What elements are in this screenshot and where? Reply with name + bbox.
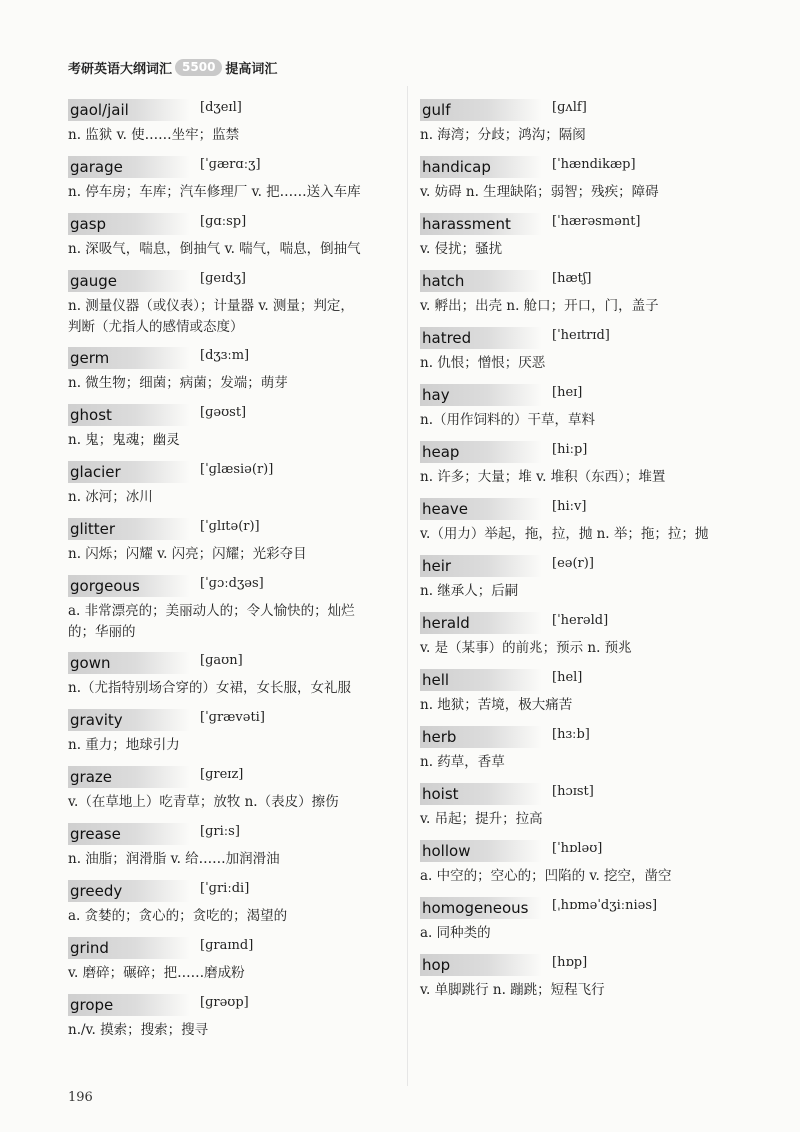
phonetic: [ˈɡlɪtə(r)] bbox=[200, 519, 260, 534]
entry-headline bbox=[420, 896, 760, 920]
headword: garage bbox=[68, 156, 190, 178]
headword: heap bbox=[420, 441, 542, 463]
entry-headline bbox=[420, 497, 760, 521]
entry-headline bbox=[420, 725, 760, 749]
entry-headline bbox=[420, 383, 760, 407]
phonetic: [hætʃ] bbox=[552, 271, 592, 286]
vocab-entry bbox=[420, 953, 760, 1001]
headword: hollow bbox=[420, 840, 542, 862]
phonetic: [hɔɪst] bbox=[552, 784, 594, 799]
vocab-entry bbox=[420, 212, 760, 260]
entry-headline bbox=[68, 993, 408, 1017]
definition-line: n. 许多；大量；堆 v. 堆积（东西）；堆置 bbox=[420, 469, 666, 485]
headword: grind bbox=[68, 937, 190, 959]
phonetic: [ˈɡlæsiə(r)] bbox=[200, 462, 274, 477]
definition-line: a. 非常漂亮的；美丽动人的；令人愉快的；灿烂 bbox=[68, 603, 355, 619]
entry-headline bbox=[68, 936, 408, 960]
definition-line: n. 重力；地球引力 bbox=[68, 737, 180, 753]
vocab-entry bbox=[68, 574, 408, 643]
definition-line: n. 停车房；车库；汽车修理厂 v. 把……送入车库 bbox=[68, 184, 361, 200]
vocab-entry bbox=[68, 993, 408, 1041]
vocab-entry bbox=[420, 896, 760, 944]
definition-line: v. 吊起；提升；拉高 bbox=[420, 811, 543, 827]
entry-headline bbox=[420, 611, 760, 635]
headword: grope bbox=[68, 994, 190, 1016]
vocab-entry bbox=[68, 98, 408, 146]
entry-headline bbox=[420, 953, 760, 977]
phonetic: [ɡraɪnd] bbox=[200, 938, 254, 953]
definition-line: 判断（尤指人的感情或态度） bbox=[68, 319, 244, 335]
phonetic: [ɡriːs] bbox=[200, 824, 240, 839]
phonetic: [ɡrəʊp] bbox=[200, 995, 249, 1010]
definition-line: v. 磨碎；碾碎；把……磨成粉 bbox=[68, 965, 245, 981]
header-title-suffix: 提高词汇 bbox=[225, 62, 278, 77]
headword: glitter bbox=[68, 518, 190, 540]
headword: hell bbox=[420, 669, 542, 691]
vocab-entry bbox=[68, 517, 408, 565]
entry-headline bbox=[420, 782, 760, 806]
headword: harassment bbox=[420, 213, 542, 235]
phonetic: [ɡʌlf] bbox=[552, 100, 587, 115]
headword: heir bbox=[420, 555, 542, 577]
vocab-entry bbox=[420, 611, 760, 659]
entry-headline bbox=[68, 98, 408, 122]
definition-line: n. 继承人；后嗣 bbox=[420, 583, 519, 599]
vocab-entry bbox=[420, 668, 760, 716]
vocab-entry bbox=[68, 346, 408, 394]
headword: herald bbox=[420, 612, 542, 634]
entry-headline bbox=[420, 440, 760, 464]
definition-line: n. 冰河；冰川 bbox=[68, 489, 153, 505]
headword: gauge bbox=[68, 270, 190, 292]
phonetic: [ˈɡærɑːʒ] bbox=[200, 157, 261, 172]
vocab-entry bbox=[420, 782, 760, 830]
phonetic: [ˈheɪtrɪd] bbox=[552, 328, 610, 343]
definition-line: a. 中空的；空心的；凹陷的 v. 挖空，凿空 bbox=[420, 868, 672, 884]
phonetic: [ˈhɒləʊ] bbox=[552, 841, 603, 856]
phonetic: [dʒeɪl] bbox=[200, 100, 242, 115]
headword: glacier bbox=[68, 461, 190, 483]
phonetic: [ˈɡrævəti] bbox=[200, 710, 265, 725]
headword: gulf bbox=[420, 99, 542, 121]
phonetic: [hel] bbox=[552, 670, 583, 685]
entry-headline bbox=[68, 822, 408, 846]
headword: gravity bbox=[68, 709, 190, 731]
left-column bbox=[68, 98, 408, 1050]
entry-headline bbox=[68, 460, 408, 484]
definition-line: v. 是（某事）的前兆；预示 n. 预兆 bbox=[420, 640, 632, 656]
header-title-prefix: 考研英语大纲词汇 bbox=[68, 62, 173, 77]
vocab-entry bbox=[68, 879, 408, 927]
entry-headline bbox=[68, 574, 408, 598]
headword: graze bbox=[68, 766, 190, 788]
vocab-entry bbox=[420, 155, 760, 203]
entry-headline bbox=[420, 98, 760, 122]
right-column bbox=[420, 98, 760, 1010]
definition-line: n. 深吸气，喘息，倒抽气 v. 喘气，喘息，倒抽气 bbox=[68, 241, 361, 257]
definition-line: n. 海湾；分歧；鸿沟；隔阂 bbox=[420, 127, 586, 143]
vocab-entry bbox=[420, 440, 760, 488]
entry-headline bbox=[68, 651, 408, 675]
entry-headline bbox=[420, 839, 760, 863]
entry-headline bbox=[420, 554, 760, 578]
header-badge: 5500 bbox=[175, 59, 222, 76]
vocab-entry bbox=[68, 765, 408, 813]
definition-line: n. 闪烁；闪耀 v. 闪亮；闪耀；光彩夺目 bbox=[68, 546, 307, 562]
phonetic: [hɒp] bbox=[552, 955, 588, 970]
headword: hop bbox=[420, 954, 542, 976]
definition-line: v. 孵出；出壳 n. 舱口；开口，门，盖子 bbox=[420, 298, 659, 314]
headword: hatred bbox=[420, 327, 542, 349]
entry-headline bbox=[420, 668, 760, 692]
page-number: 196 bbox=[68, 1090, 93, 1105]
definition-line: v. 单脚跳行 n. 蹦跳；短程飞行 bbox=[420, 982, 605, 998]
phonetic: [hiːv] bbox=[552, 499, 587, 514]
headword: gaol/jail bbox=[68, 99, 190, 121]
definition-line: n.（用作饲料的）干草，草料 bbox=[420, 412, 595, 428]
headword: grease bbox=[68, 823, 190, 845]
vocab-entry bbox=[68, 708, 408, 756]
entry-headline bbox=[420, 269, 760, 293]
phonetic: [ɡreɪz] bbox=[200, 767, 244, 782]
headword: gasp bbox=[68, 213, 190, 235]
definition-line: v.（在草地上）吃青草；放牧 n.（表皮）擦伤 bbox=[68, 794, 339, 810]
phonetic: [ɡəʊst] bbox=[200, 405, 247, 420]
entry-headline bbox=[68, 879, 408, 903]
page-header bbox=[68, 58, 277, 77]
headword: handicap bbox=[420, 156, 542, 178]
headword: herb bbox=[420, 726, 542, 748]
vocab-entry bbox=[68, 822, 408, 870]
headword: greedy bbox=[68, 880, 190, 902]
vocab-entry bbox=[68, 212, 408, 260]
phonetic: [ɡeɪdʒ] bbox=[200, 271, 246, 286]
entry-headline bbox=[68, 765, 408, 789]
phonetic: [ˈhærəsmənt] bbox=[552, 214, 641, 229]
phonetic: [dʒɜːm] bbox=[200, 348, 250, 363]
entry-headline bbox=[68, 155, 408, 179]
definition-line: v. 妨碍 n. 生理缺陷；弱智；残疾；障碍 bbox=[420, 184, 659, 200]
definition-line: n.（尤指特别场合穿的）女裙，女长服，女礼服 bbox=[68, 680, 351, 696]
vocab-entry bbox=[420, 269, 760, 317]
vocab-entry bbox=[68, 155, 408, 203]
entry-headline bbox=[420, 212, 760, 236]
phonetic: [heɪ] bbox=[552, 385, 583, 400]
phonetic: [eə(r)] bbox=[552, 556, 594, 571]
entry-headline bbox=[68, 517, 408, 541]
definition-line: n. 仇恨；憎恨；厌恶 bbox=[420, 355, 546, 371]
vocab-entry bbox=[420, 326, 760, 374]
phonetic: [ɡaʊn] bbox=[200, 653, 243, 668]
definition-line: v.（用力）举起，拖，拉，抛 n. 举；拖；拉；抛 bbox=[420, 526, 709, 542]
entry-headline bbox=[420, 326, 760, 350]
phonetic: [ˈhændikæp] bbox=[552, 157, 636, 172]
definition-line: n. 药草，香草 bbox=[420, 754, 505, 770]
vocab-entry bbox=[68, 403, 408, 451]
headword: gorgeous bbox=[68, 575, 190, 597]
phonetic: [hɜːb] bbox=[552, 727, 590, 742]
headword: germ bbox=[68, 347, 190, 369]
definition-line: n. 微生物；细菌；病菌；发端；萌芽 bbox=[68, 375, 288, 391]
entry-headline bbox=[68, 212, 408, 236]
entry-headline bbox=[420, 155, 760, 179]
phonetic: [ˈɡɔːdʒəs] bbox=[200, 576, 264, 591]
definition-line: v. 侵扰；骚扰 bbox=[420, 241, 503, 257]
entry-headline bbox=[68, 346, 408, 370]
phonetic: [ˌhɒməˈdʒiːniəs] bbox=[552, 898, 658, 913]
vocab-entry bbox=[68, 269, 408, 338]
definition-line: n. 油脂；润滑脂 v. 给……加润滑油 bbox=[68, 851, 280, 867]
headword: hay bbox=[420, 384, 542, 406]
definition-line: n. 监狱 v. 使……坐牢；监禁 bbox=[68, 127, 240, 143]
vocab-entry bbox=[420, 383, 760, 431]
headword: ghost bbox=[68, 404, 190, 426]
vocab-entry bbox=[68, 936, 408, 984]
vocab-entry bbox=[420, 98, 760, 146]
phonetic: [hiːp] bbox=[552, 442, 588, 457]
headword: homogeneous bbox=[420, 897, 542, 919]
entry-headline bbox=[68, 269, 408, 293]
phonetic: [ɡɑːsp] bbox=[200, 214, 247, 229]
entry-headline bbox=[68, 403, 408, 427]
definition-line: a. 贪婪的；贪心的；贪吃的；渴望的 bbox=[68, 908, 288, 924]
definition-line: a. 同种类的 bbox=[420, 925, 491, 941]
vocab-entry bbox=[420, 554, 760, 602]
vocab-entry bbox=[420, 839, 760, 887]
definition-line: n. 测量仪器（或仪表）；计量器 v. 测量；判定， bbox=[68, 298, 354, 314]
definition-line: n. 地狱；苦境，极大痛苦 bbox=[420, 697, 573, 713]
vocab-entry bbox=[68, 651, 408, 699]
definition-line: n./v. 摸索；搜索；搜寻 bbox=[68, 1022, 209, 1038]
headword: gown bbox=[68, 652, 190, 674]
phonetic: [ˈɡriːdi] bbox=[200, 881, 250, 896]
definition-line: 的；华丽的 bbox=[68, 624, 136, 640]
headword: heave bbox=[420, 498, 542, 520]
headword: hatch bbox=[420, 270, 542, 292]
vocab-entry bbox=[420, 497, 760, 545]
headword: hoist bbox=[420, 783, 542, 805]
vocab-entry bbox=[420, 725, 760, 773]
entry-headline bbox=[68, 708, 408, 732]
vocab-entry bbox=[68, 460, 408, 508]
definition-line: n. 鬼；鬼魂；幽灵 bbox=[68, 432, 180, 448]
phonetic: [ˈherəld] bbox=[552, 613, 609, 628]
